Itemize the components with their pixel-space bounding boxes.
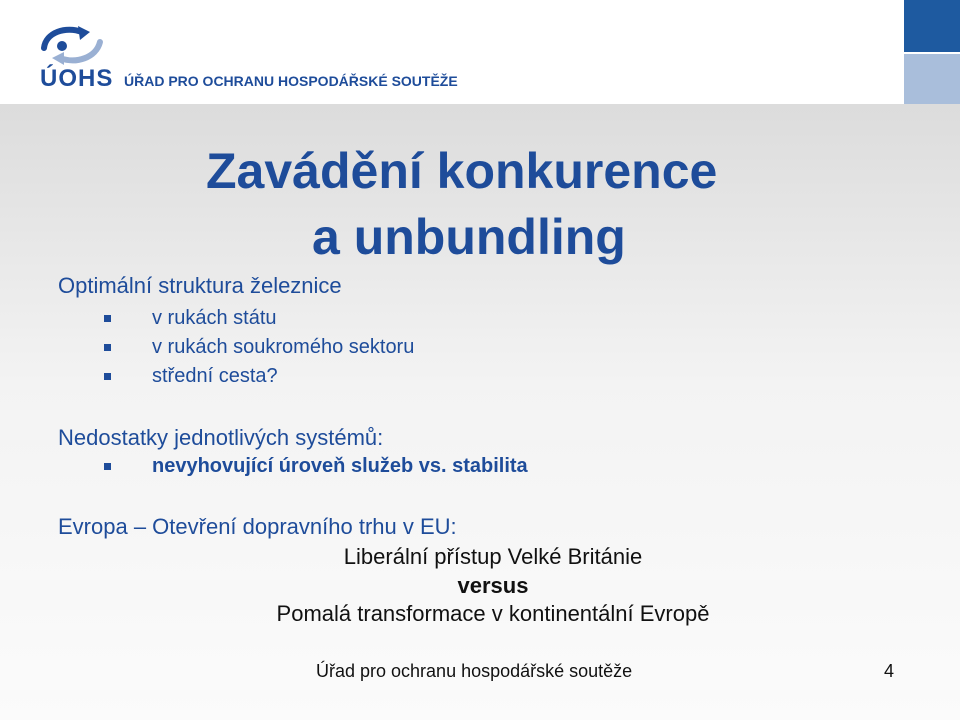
comparison-versus: versus — [457, 573, 529, 598]
list-item-text: v rukách soukromého sektoru — [152, 336, 415, 358]
comparison-line-continental: Pomalá transformace v kontinentální Evropě — [276, 601, 710, 626]
title-line-1: Zavádění konkurence — [206, 143, 718, 199]
section-heading-structure: Optimální struktura železnice — [58, 273, 342, 298]
footer-organization: Úřad pro ochranu hospodářské soutěže — [316, 661, 633, 681]
list-item-text: v rukách státu — [152, 307, 277, 329]
section-heading-shortcomings: Nedostatky jednotlivých systémů: — [58, 425, 384, 450]
list-item-text: nevyhovující úroveň služeb vs. stabilita — [152, 455, 528, 477]
uohs-logo — [36, 22, 458, 92]
logo-abbreviation: ÚOHS — [40, 65, 114, 92]
square-bullet-icon — [104, 344, 111, 351]
logo-arrows-icon — [36, 22, 108, 68]
slide-header — [0, 0, 960, 104]
title-line-2: a unbundling — [312, 209, 626, 265]
page-number: 4 — [884, 661, 895, 681]
corner-square-light — [904, 54, 960, 104]
section-heading-europe: Evropa – Otevření dopravního trhu v EU: — [58, 514, 457, 539]
square-bullet-icon — [104, 315, 111, 322]
comparison-line-uk: Liberální přístup Velké Británie — [343, 544, 643, 569]
logo-organization-name: ÚŘAD PRO OCHRANU HOSPODÁŘSKÉ SOUTĚŽE — [124, 73, 458, 89]
square-bullet-icon — [104, 463, 111, 470]
list-item-text: střední cesta? — [152, 365, 278, 387]
corner-square-dark — [904, 0, 960, 52]
square-bullet-icon — [104, 373, 111, 380]
